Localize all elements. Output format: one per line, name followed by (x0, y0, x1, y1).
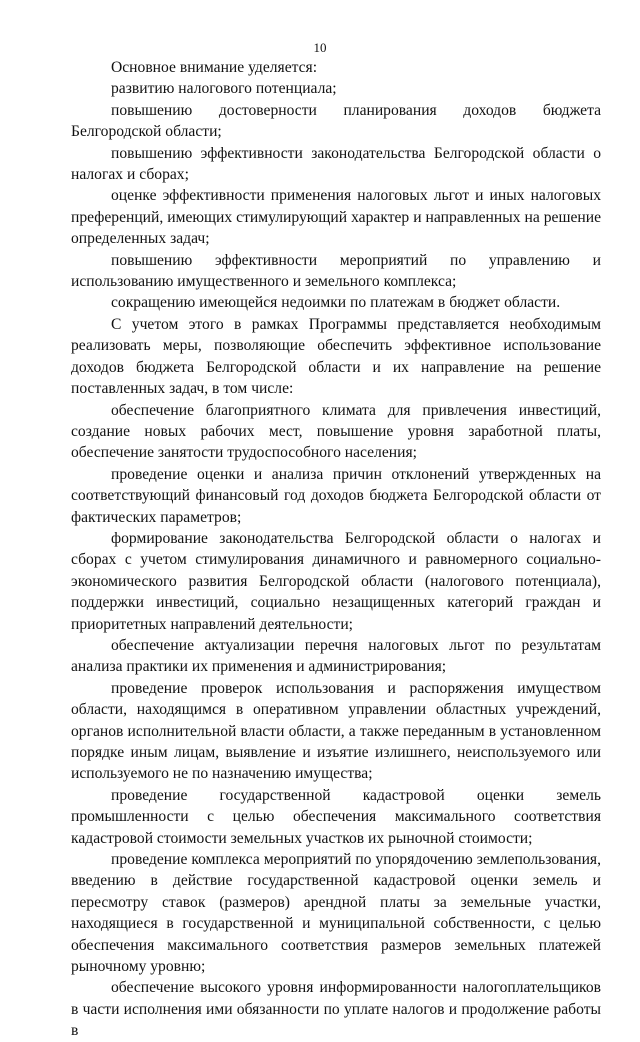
paragraph: оценке эффективности применения налоговых льгот и иных налоговых преференций, имеющих стимулирующий характер и направленных на решение определенных задач; (71, 187, 601, 248)
paragraph: проведение проверок использования и распоряжения имуществом области, находящимся в оперативном управлении областных учреждений, органов исполнительной власти области, а также переданным в установленном порядке иным лицам, выявление и изъятие излишнего, неиспользуемого или используемого не по назначению имущества; (71, 679, 601, 783)
paragraph: сокращению имеющейся недоимки по платежам в бюджет области. (111, 294, 561, 312)
paragraph: повышению эффективности мероприятий по управлению и использованию имущественного и земельного комплекса; (71, 251, 601, 291)
paragraph: проведение государственной кадастровой оценки земель промышленности с целью обеспечения максимального соответствия кадастровой стоимости земельных участков их рыночной стоимости; (71, 786, 601, 847)
paragraph: проведение комплекса мероприятий по упорядочению землепользования, введению в действие государственной кадастровой оценки земель и пересмотру ставок (размеров) арендной платы за земельные участки, находящиеся в государственной и муниципальной собственности, с целью обеспечения максимального соответствия размеров земельных платежей рыночному уровню; (71, 851, 601, 976)
paragraph: Основное внимание уделяется: (111, 59, 318, 76)
document-body (71, 57, 601, 1042)
paragraph: повышению эффективности законодательства Белгородской области о налогах и сборах; (71, 144, 601, 184)
page-number: 10 (313, 40, 327, 55)
paragraph: обеспечение высокого уровня информированности налогоплательщиков в части исполнения ими обязанности по уплате налогов и продолжение работы в (71, 979, 601, 1040)
paragraph: проведение оценки и анализа причин отклонений утвержденных на соответствующий финансовый год доходов бюджета Белгородской области от фактических параметров; (71, 465, 601, 526)
paragraph: С учетом этого в рамках Программы представляется необходимым реализовать меры, позволяющие обеспечить эффективное использование доходов бюджета Белгородской области и их направление на решение поставленных задач, в том числе: (71, 315, 601, 398)
paragraph: развитию налогового потенциала; (111, 80, 337, 98)
paragraph: повышению достоверности планирования доходов бюджета Белгородской области; (71, 101, 601, 141)
paragraph: формирование законодательства Белгородской области о налогах и сборах с учетом стимулирования динамичного и равномерного социально-экономического развития Белгородской области (налогового потенциала), поддержки инвестиций, социально незащищенных категорий граждан и приоритетных направлений деятельности; (71, 529, 601, 633)
paragraph: обеспечение благоприятного климата для привлечения инвестиций, создание новых рабочих мест, повышение уровня заработной платы, обеспечение занятости трудоспособного населения; (71, 401, 601, 462)
paragraph: обеспечение актуализации перечня налоговых льгот по результатам анализа практики их применения и администрирования; (71, 636, 601, 676)
